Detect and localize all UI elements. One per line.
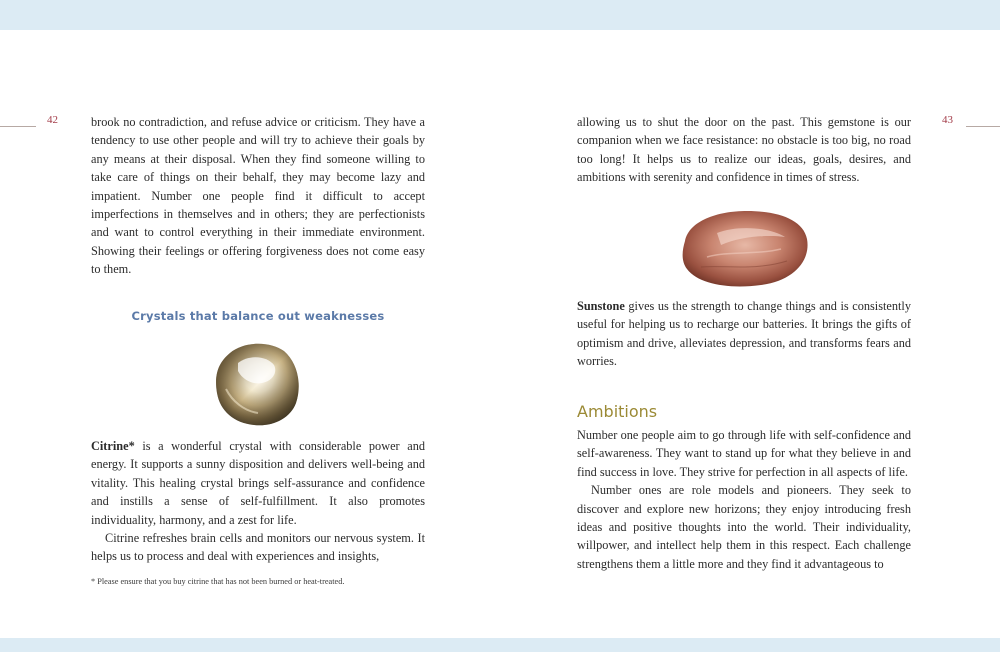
ambitions-heading: Ambitions xyxy=(577,402,658,421)
crystals-subheading: Crystals that balance out weaknesses xyxy=(131,309,385,323)
citrine-image xyxy=(212,339,304,429)
citrine-paragraph xyxy=(91,437,425,529)
left-page-number: 42 xyxy=(47,114,58,126)
left-top-paragraph-block xyxy=(91,113,425,279)
citrine-paragraph-2: Citrine refreshes brain cells and monitors our nervous system. It helps us to process and deal with experiences and insights, xyxy=(91,531,425,564)
right-top-paragraph-block xyxy=(577,113,911,187)
ambitions-block xyxy=(577,426,911,573)
top-band xyxy=(0,0,1000,30)
left-page-rule xyxy=(0,126,36,127)
footnote: * Please ensure that you buy citrine that has not been burned or heat-treated. xyxy=(91,577,345,586)
citrine-text: is a wonderful crystal with considerable power and energy. It supports a sunny disposition and delivers well-being and vitality. This healing crystal brings self-assurance and confidence and instills a sense of self-fulfillment. It also promotes individuality, harmony, and a zest for life. xyxy=(91,439,425,527)
bottom-band xyxy=(0,638,1000,652)
citrine-paragraph-block xyxy=(91,437,425,566)
sunstone-paragraph-block xyxy=(577,297,911,371)
sunstone-text: gives us the strength to change things and is consistently useful for helping us to recharge our batteries. It brings the gifts of optimism and drive, alleviates depression, and transforms fears and worries. xyxy=(577,299,911,369)
ambitions-paragraph-1: Number one people aim to go through life with self-confidence and self-awareness. They want to stand up for what they believe in and find success in love. They strive for perfection in all aspects of life. xyxy=(577,428,911,479)
right-page-rule xyxy=(966,126,1000,127)
sunstone-term: Sunstone xyxy=(577,299,625,313)
right-page-number: 43 xyxy=(942,114,953,126)
left-top-paragraph: brook no contradiction, and refuse advice or criticism. They have a tendency to use other people and will try to achieve their goals by any means at their disposal. When they find someone willing to take care of things on their behalf, they may become lazy and impatient. Number one people find it difficult to accept imperfections in themselves and in others; they are perfectionists and want to control everything in their immediate environment. Showing their feelings or offering forgiveness does not come easy to them. xyxy=(91,115,425,277)
sunstone-image xyxy=(677,205,813,291)
sunstone-paragraph xyxy=(577,297,911,371)
citrine-term: Citrine* xyxy=(91,439,135,453)
right-top-paragraph: allowing us to shut the door on the past. This gemstone is our companion when we face resistance: no obstacle is too big, no road too long! It helps us to realize our ideas, goals, desires, and ambitions with serenity and confidence in times of stress. xyxy=(577,115,911,185)
ambitions-paragraph-2: Number ones are role models and pioneers. They seek to discover and explore new horizons; they enjoy introducing fresh ideas and positive thoughts into the world. Their individuality, willpower, and intellect help them in this respect. Each challenge strengthens them a little more and they find it advantageous to xyxy=(577,483,911,571)
